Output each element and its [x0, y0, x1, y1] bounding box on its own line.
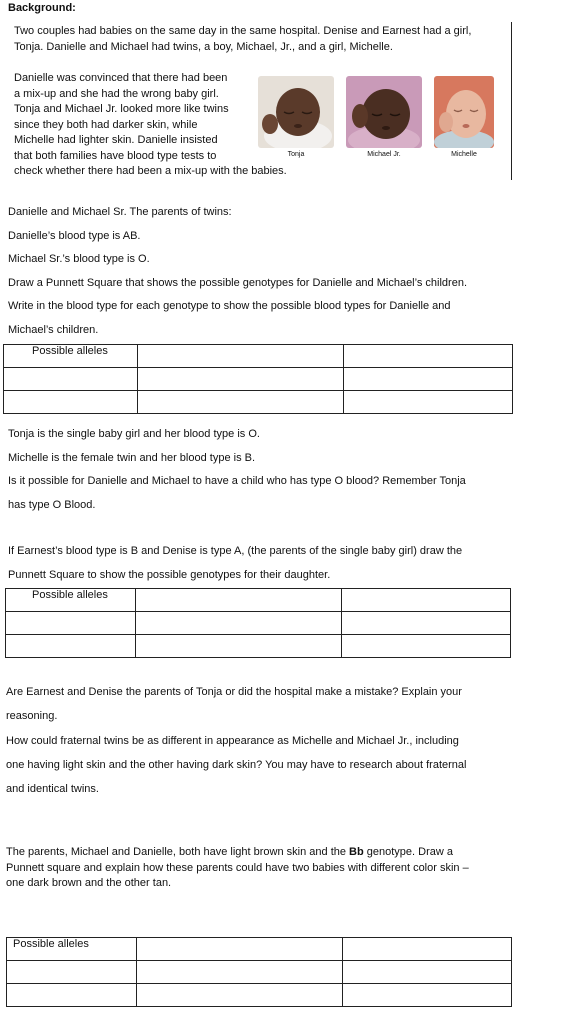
- table-cell[interactable]: [343, 984, 512, 1007]
- section1-line2: Danielle’s blood type is AB.: [8, 229, 141, 242]
- possible-alleles-label: Possible alleles: [32, 589, 108, 601]
- baby-photo-michael-jr: [346, 76, 422, 148]
- table-cell[interactable]: [137, 984, 343, 1007]
- background-p2-line5: Michelle had lighter skin. Danielle insisted: [14, 134, 218, 146]
- table-cell[interactable]: [136, 612, 342, 635]
- caption-michael-jr: Michael Jr.: [367, 151, 401, 158]
- table-cell[interactable]: [342, 612, 511, 635]
- background-p1-line1: Two couples had babies on the same day in the same hospital. Denise and Earnest had a girl,: [14, 25, 472, 37]
- section5-line1-before: The parents, Michael and Danielle, both have light brown skin and the: [6, 846, 350, 858]
- background-p2-line2: a mix-up and she had the wrong baby girl.: [14, 87, 219, 100]
- table-cell[interactable]: [4, 345, 138, 368]
- table-row: [6, 612, 511, 635]
- table-row: [4, 345, 513, 368]
- background-p1-line2: Tonja. Danielle and Michael had twins, a boy, Michael, Jr., and a girl, Michelle.: [14, 40, 393, 53]
- possible-alleles-label: Possible alleles: [32, 345, 108, 357]
- table-row: [6, 635, 511, 658]
- table-cell[interactable]: [138, 345, 344, 368]
- table-cell[interactable]: [7, 984, 137, 1007]
- section5-line2: Punnett square and explain how these parents could have two babies with different color skin –: [6, 861, 469, 874]
- background-p2-line7: check whether there had been a mix-up with the babies.: [14, 165, 287, 177]
- table-row: [6, 589, 511, 612]
- section2-line2: Michelle is the female twin and her blood type is B.: [8, 452, 256, 464]
- table-row: [7, 938, 512, 961]
- section3-line2: Punnett Square to show the possible genotypes for their daughter.: [8, 569, 331, 581]
- section2-line3: Is it possible for Danielle and Michael to have a child who has type O blood? Remember Tonja: [8, 475, 466, 487]
- table-cell[interactable]: [137, 938, 343, 961]
- baby-michelle-illustration: [434, 76, 494, 148]
- background-p2-line3: Tonja and Michael Jr. looked more like twins: [14, 103, 229, 115]
- table-cell[interactable]: [4, 391, 138, 414]
- section4-line2: reasoning.: [6, 710, 58, 722]
- table-row: [7, 984, 512, 1007]
- table-cell[interactable]: [343, 938, 512, 961]
- background-heading: Background:: [8, 2, 76, 14]
- background-p2-line6: that both families have blood type tests to: [14, 149, 217, 162]
- caption-tonja: Tonja: [287, 151, 305, 158]
- table-cell[interactable]: [136, 635, 342, 658]
- section2-line1: Tonja is the single baby girl and her blood type is O.: [8, 428, 260, 440]
- table-cell[interactable]: [137, 961, 343, 984]
- table-cell[interactable]: [138, 368, 344, 391]
- background-right-rule: [511, 22, 512, 180]
- section5-genotype-bold: Bb: [349, 846, 364, 858]
- section4-line4: one having light skin and the other having dark skin? You may have to research about fraternal: [6, 759, 467, 771]
- table-row: [4, 391, 513, 414]
- table-cell[interactable]: [6, 635, 136, 658]
- table-cell[interactable]: [344, 368, 513, 391]
- baby-photo-tonja: [258, 76, 334, 148]
- section1-line6: Michael’s children.: [8, 323, 99, 336]
- punnett-table-3: [6, 937, 512, 1007]
- table-cell[interactable]: [6, 612, 136, 635]
- background-p2-line1: Danielle was convinced that there had been: [14, 72, 228, 84]
- punnett-table-1: [3, 344, 513, 414]
- baby-photo-michelle: [434, 76, 494, 148]
- section5-line1-after: genotype. Draw a: [363, 846, 453, 858]
- section4-line5: and identical twins.: [6, 783, 99, 795]
- possible-alleles-label: Possible alleles: [13, 938, 89, 950]
- section5-line3: one dark brown and the other tan.: [6, 877, 172, 889]
- baby-tonja-illustration: [258, 76, 334, 148]
- table-row: [4, 368, 513, 391]
- section4-line1: Are Earnest and Denise the parents of Tonja or did the hospital make a mistake? Explain your: [6, 686, 462, 698]
- table-cell[interactable]: [342, 635, 511, 658]
- section1-line3: Michael Sr.’s blood type is O.: [8, 253, 150, 265]
- baby-michael-jr-illustration: [346, 76, 422, 148]
- section2-line4: has type O Blood.: [8, 499, 96, 511]
- caption-michelle: Michelle: [451, 151, 477, 158]
- table-cell[interactable]: [342, 589, 511, 612]
- table-cell[interactable]: [343, 961, 512, 984]
- table-cell[interactable]: [344, 391, 513, 414]
- section1-line1: Danielle and Michael Sr. The parents of twins:: [8, 206, 232, 218]
- section4-line3: How could fraternal twins be as different in appearance as Michelle and Michael Jr., including: [6, 735, 459, 747]
- table-cell[interactable]: [344, 345, 513, 368]
- section3-line1: If Earnest’s blood type is B and Denise is type A, (the parents of the single baby girl) draw the: [8, 545, 463, 557]
- punnett-table-2: [5, 588, 511, 658]
- section1-line4: Draw a Punnett Square that shows the possible genotypes for Danielle and Michael’s children.: [8, 276, 468, 289]
- table-cell[interactable]: [136, 589, 342, 612]
- section5-line1: [6, 844, 453, 860]
- table-cell[interactable]: [4, 368, 138, 391]
- background-p2-line4: since they both had darker skin, while: [14, 118, 198, 131]
- table-cell[interactable]: [6, 589, 136, 612]
- section1-line5: Write in the blood type for each genotype to show the possible blood types for Danielle and: [8, 300, 451, 312]
- table-cell[interactable]: [7, 961, 137, 984]
- table-cell[interactable]: [7, 938, 137, 961]
- table-row: [7, 961, 512, 984]
- table-cell[interactable]: [138, 391, 344, 414]
